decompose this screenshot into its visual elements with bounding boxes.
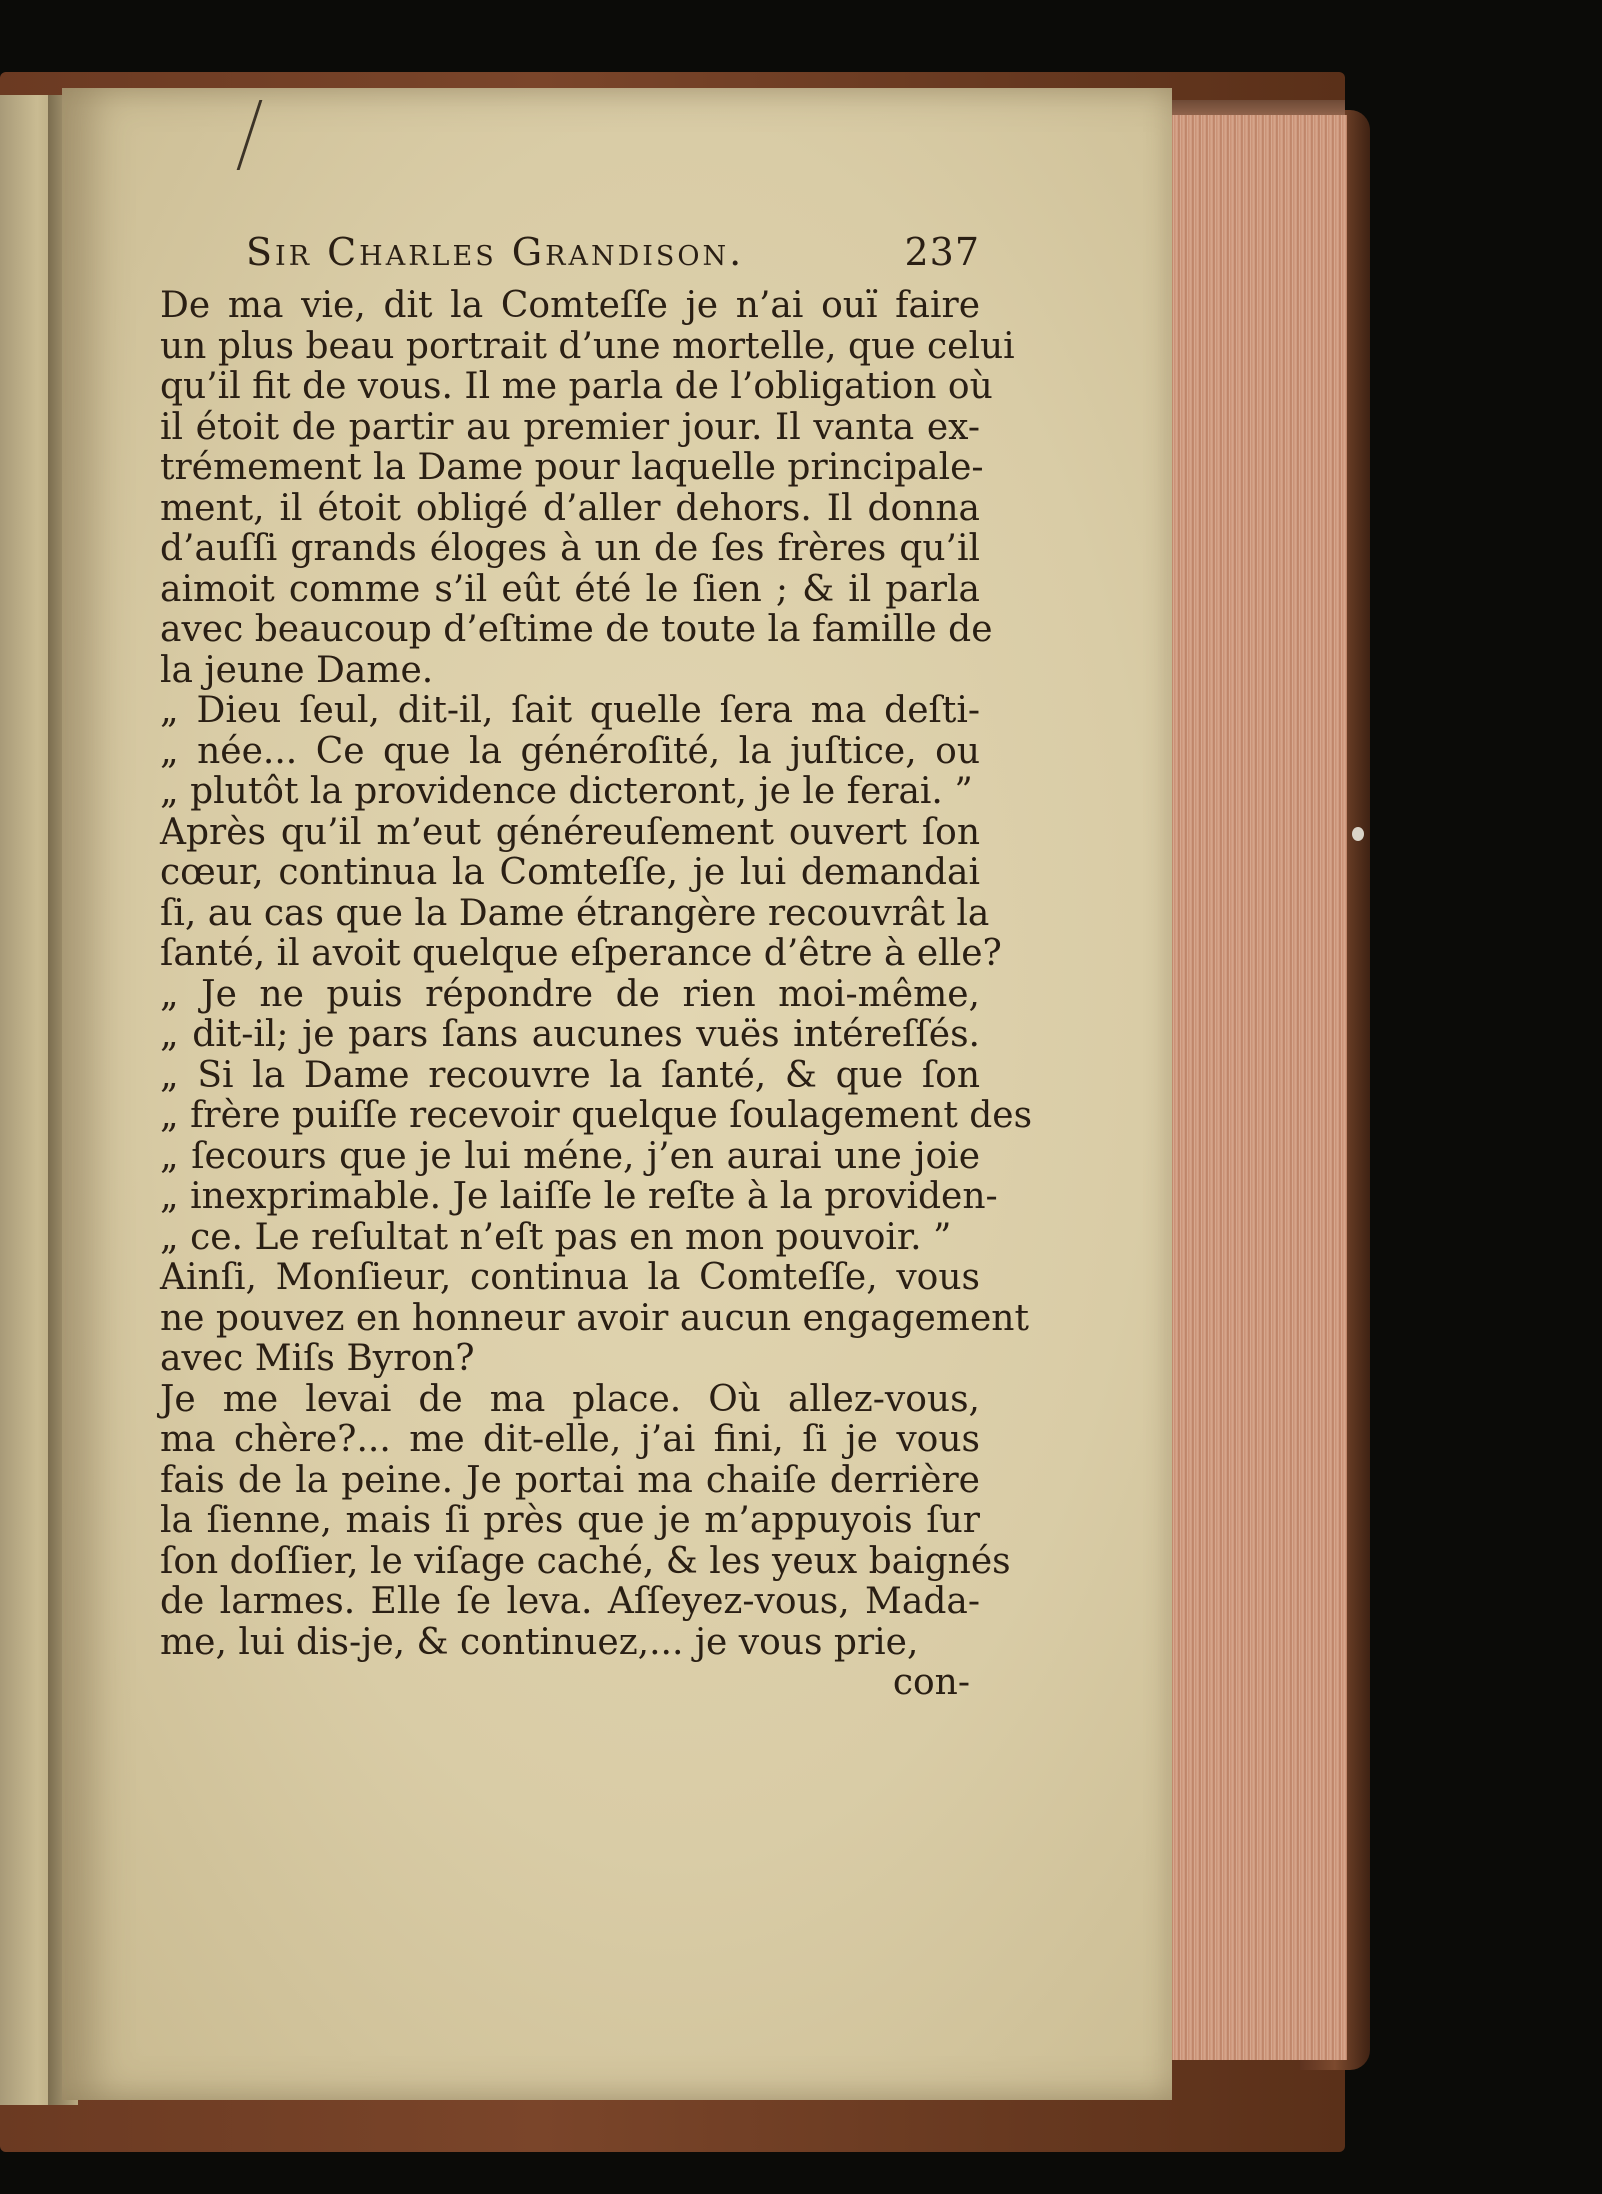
text-line: De ma vie, dit la Comteſſe je n’ai ouï faire — [160, 285, 980, 326]
text-line: Ainſi, Monſieur, continua la Comteſſe, vous — [160, 1257, 980, 1298]
running-header — [246, 230, 980, 286]
text-line: me, lui dis-je, & continuez,... je vous prie, — [160, 1621, 919, 1663]
text-line: aimoit comme s’il eût été le ſien ; & il parla — [160, 568, 980, 610]
text-line: fais de la peine. Je portai ma chaiſe derrière — [160, 1459, 980, 1501]
text-line: „ ce. Le reſultat n’eſt pas en mon pouvoir. ” — [160, 1216, 952, 1258]
text-line: qu’il fit de vous. Il me parla de l’obligation où — [160, 366, 993, 407]
text-line: „ ſecours que je lui méne, j’en aurai une joie — [160, 1135, 980, 1177]
text-line: ſon doſſier, le viſage caché, & les yeux baignés — [160, 1540, 1011, 1582]
text-line: Après qu’il m’eut généreuſement ouvert ſon — [160, 811, 980, 853]
catchword: con- — [892, 1662, 970, 1703]
text-line: ment, il étoit obligé d’aller dehors. Il donna — [160, 487, 980, 529]
text-line: ma chère?... me dit-elle, j’ai fini, ſi je vous — [160, 1419, 980, 1460]
text-line: „ Si la Dame recouvre la ſanté, & que ſon — [160, 1054, 980, 1096]
text-line: „ inexprimable. Je laiſſe le reſte à la providen- — [160, 1176, 998, 1217]
text-line: „ Dieu ſeul, dit-il, ſait quelle ſera ma deſti- — [160, 690, 980, 731]
text-line: „ dit-il; je pars ſans aucunes vuës intéreſſés. — [160, 1014, 980, 1055]
text-line: ſi, au cas que la Dame étrangère recouvrât la — [160, 892, 990, 934]
text-line: ne pouvez en honneur avoir aucun engagement — [160, 1297, 1029, 1339]
binding-hole — [1352, 827, 1364, 841]
page-block-edges — [1165, 115, 1347, 2060]
text-line: cœur, continua la Comteſſe, je lui demandai — [160, 852, 980, 893]
text-line: trémement la Dame pour laquelle principale- — [160, 447, 984, 488]
text-line: Je me levai de ma place. Où allez-vous, — [160, 1378, 980, 1420]
text-line: „ plutôt la providence dicteront, je le ferai. ” — [160, 771, 973, 812]
text-line: d’auſſi grands éloges à un de ſes frères qu’il — [160, 528, 980, 569]
page-text — [160, 230, 1033, 1703]
text-lines — [160, 285, 1033, 1663]
text-line: la jeune Dame. — [160, 649, 434, 691]
text-line: la ſienne, mais ſi près que je m’appuyois ſur — [160, 1500, 980, 1541]
text-line: „ frère puiſſe recevoir quelque ſoulagement des — [160, 1095, 1033, 1136]
running-title: Sir Charles Grandison. — [246, 230, 745, 274]
text-line: „ Je ne puis répondre de rien moi-même, — [160, 973, 980, 1015]
text-line: avec Miſs Byron? — [160, 1338, 475, 1379]
text-line: ſanté, il avoit quelque eſperance d’être à elle? — [160, 933, 1002, 974]
text-line: avec beaucoup d’eſtime de toute la famille de — [160, 609, 993, 650]
page-number: 237 — [904, 230, 980, 274]
text-line: un plus beau portrait d’une mortelle, que celui — [160, 325, 1015, 367]
text-line: de larmes. Elle ſe leva. Aſſeyez-vous, Mada- — [160, 1581, 980, 1622]
text-line: il étoit de partir au premier jour. Il vanta ex- — [160, 406, 980, 448]
text-line: „ née... Ce que la généroſité, la juſtice, ou — [160, 730, 980, 772]
